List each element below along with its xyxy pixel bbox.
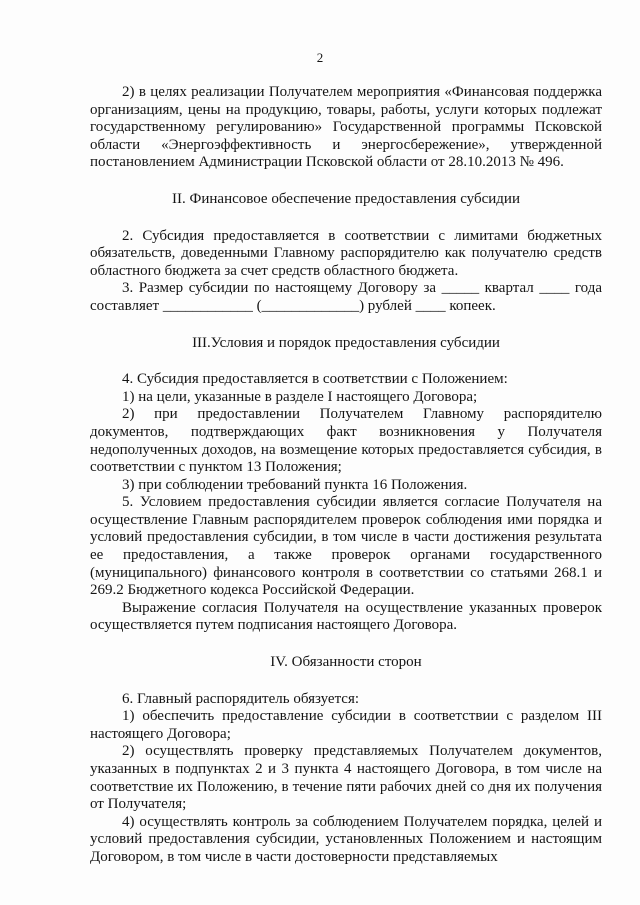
- paragraph-5-consent: Выражение согласия Получателя на осуществление указанных проверок осуществляется путем подписания настоящего Договора.: [90, 599, 602, 634]
- paragraph-5: 5. Условием предоставления субсидии является согласие Получателя на осуществление Главным распорядителем проверок соблюдения ими порядка и условий предоставления субсидии, в том числе в части достижения результата ее предоставления, а также проверок органами государственного (муниципального) финансового контроля в соответствии со статьями 268.1 и 269.2 Бюджетного кодекса Российской Федерации.: [90, 494, 602, 599]
- paragraph-6: 6. Главный распорядитель обязуется:: [122, 690, 360, 707]
- paragraph-4-item-1: 1) на цели, указанные в разделе I настоящего Договора;: [122, 388, 478, 405]
- document-body: [90, 84, 602, 867]
- paragraph-4-item-3: 3) при соблюдении требований пункта 16 Положения.: [122, 476, 468, 493]
- paragraph-6-item-2: 2) осуществлять проверку представляемых Получателем документов, указанных в подпунктах 2 и 3 пункта 4 настоящего Договора, в том числе на соответствие их Положению, в течение пяти рабочих дней со дня их получения от Получателя;: [90, 743, 602, 813]
- paragraph-6-item-1: 1) обеспечить предоставление субсидии в соответствии с разделом III настоящего Договора;: [90, 708, 602, 742]
- page-number: 2: [316, 50, 324, 65]
- paragraph-subitem-2-purpose: 2) в целях реализации Получателем мероприятия «Финансовая поддержка организациям, цены на продукцию, товары, работы, услуги которых подлежат государственному регулированию» Государственной программы Псковской области «Энергоэффективность и энергосбережение», утвержденной постановлением Администрации Псковской области от 28.10.2013 № 496.: [90, 84, 602, 171]
- section-heading-3: III.Условия и порядок предоставления субсидии: [192, 334, 500, 351]
- paragraph-4: 4. Субсидия предоставляется в соответствии с Положением:: [122, 371, 508, 388]
- section-heading-2: II. Финансовое обеспечение предоставления субсидии: [172, 190, 520, 207]
- paragraph-3: 3. Размер субсидии по настоящему Договору за _____ квартал ____ года составляет ____________ (_____________) рублей ____ копеек.: [90, 280, 602, 314]
- paragraph-4-item-2: 2) при предоставлении Получателем Главному распорядителю документов, подтверждающих факт возникновения у Получателя недополученных доходов, на возмещение которых предоставляется субсидия, в соответствии с пунктом 13 Положения;: [90, 406, 602, 476]
- paragraph-6-item-4: 4) осуществлять контроль за соблюдением Получателем порядка, целей и условий предоставления субсидии, установленных Положением и настоящим Договором, в том числе в части достоверности представляемых: [90, 813, 602, 865]
- section-heading-4: IV. Обязанности сторон: [270, 654, 422, 671]
- paragraph-2: 2. Субсидия предоставляется в соответствии с лимитами бюджетных обязательств, доведенными Главному распорядителю как получателю средств областного бюджета за счет средств областного бюджета.: [90, 227, 602, 279]
